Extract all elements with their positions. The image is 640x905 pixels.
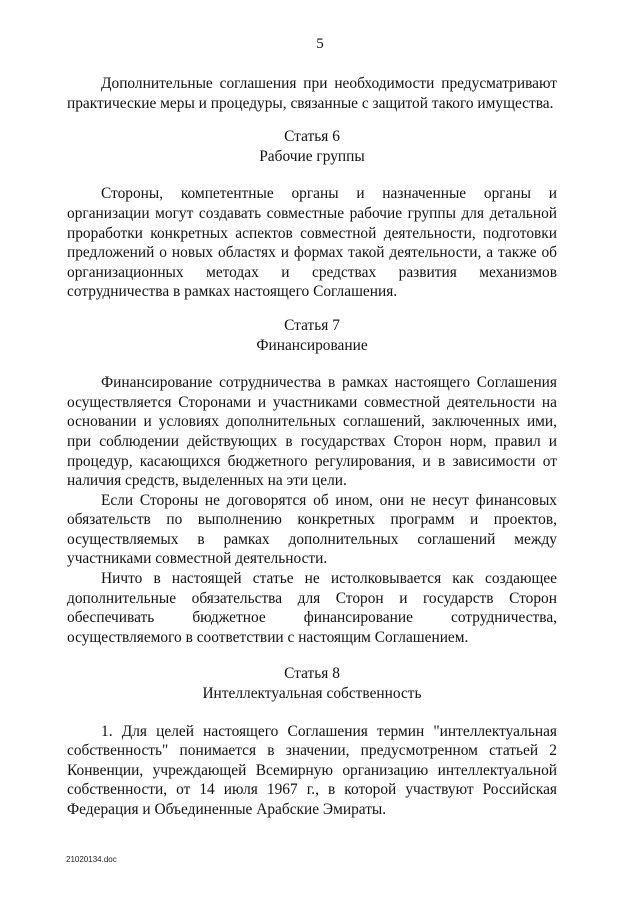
article-6-title: Статья 6	[284, 128, 340, 146]
article-7-paragraph-3: Ничто в настоящей статье не истолковывается как создающее дополнительные обязательства для Сторон и государств Сторон обеспечивать бюджетное финансирование сотрудничества, осуществляемого в соответствии с настоящим Соглашением.	[67, 570, 557, 646]
document-body	[67, 74, 557, 820]
footer-filename: 21020134.doc	[66, 855, 117, 864]
article-8-subtitle: Интеллектуальная собственность	[202, 685, 422, 703]
article-7-paragraph-2: Если Стороны не договорятся об ином, они не несут финансовых обязательств по выполнению конкретных программ и проектов, осуществляемых в рамках дополнительных соглашений между участниками совместной деятельности.	[67, 491, 557, 568]
article-7-title: Статья 7	[284, 316, 340, 334]
intro-paragraph: Дополнительные соглашения при необходимости предусматривают практические меры и процедуры, связанные с защитой такого имущества.	[67, 75, 557, 112]
article-7	[67, 316, 557, 648]
article-6-paragraph-1: Стороны, компетентные органы и назначенные органы и организации могут создавать совместные рабочие группы для детальной проработки конкретных аспектов совместной деятельности, подготовки предложений о новых областях и формах такой деятельности, а также об организационных методах и средствах развития механизмов сотрудничества в рамках настоящего Соглашения.	[67, 185, 557, 301]
article-8	[67, 664, 557, 819]
article-6-subtitle: Рабочие группы	[259, 147, 365, 165]
article-8-title: Статья 8	[284, 665, 340, 683]
article-7-paragraph-1: Финансирование сотрудничества в рамках настоящего Соглашения осуществляется Сторонами и участниками совместной деятельности на основании и условиях дополнительных соглашений, заключенных ими, при соблюдении действующих в государствах Сторон норм, правил и процедур, касающихся бюджетного регулирования, и в зависимости от наличия средств, выделенных на эти цели.	[67, 374, 557, 490]
page-number: 5	[316, 36, 324, 52]
article-7-subtitle: Финансирование	[256, 336, 368, 354]
article-8-paragraph-1: 1. Для целей настоящего Соглашения термин "интеллектуальная собственность" понимается в значении, предусмотренном статьей 2 Конвенции, учреждающей Всемирную организацию интеллектуальной собственности, от 14 июля 1967 г., в которой участвуют Российская Федерация и Объединенные Арабские Эмираты.	[67, 722, 557, 818]
article-6	[67, 127, 557, 302]
